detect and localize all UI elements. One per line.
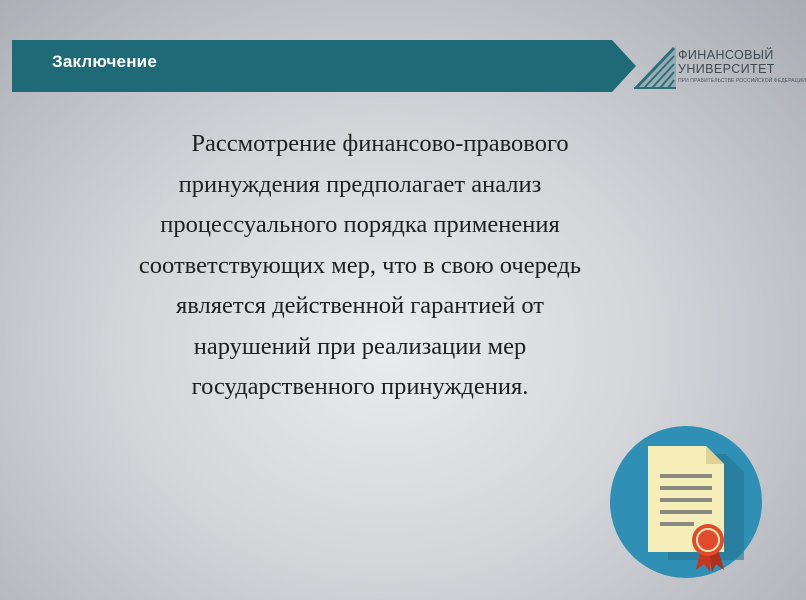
logo-text-line1: ФИНАНСОВЫЙ	[678, 48, 774, 62]
document-certificate-icon	[608, 424, 764, 585]
text-line-6: нарушений при реализации мер	[193, 332, 527, 360]
text-line-2: принуждения предполагает анализ	[178, 170, 542, 198]
text-line-7: государственного принуждения.	[191, 373, 529, 400]
logo-subtitle: ПРИ ПРАВИТЕЛЬСТВЕ РОССИЙСКОЙ ФЕДЕРАЦИИ	[678, 78, 806, 84]
conclusion-text	[40, 124, 680, 408]
text-line-1: Рассмотрение финансово-правового	[191, 130, 569, 157]
text-line-5: является действенной гарантией от	[176, 292, 544, 319]
slide-title: Заключение	[52, 52, 157, 71]
text-line-4: соответствующих мер, что в свою очередь	[138, 251, 582, 279]
university-logo	[632, 44, 806, 94]
logo-mark-icon	[632, 44, 678, 90]
text-line-3: процессуального порядка применения	[160, 211, 560, 238]
logo-text-line2: УНИВЕРСИТЕТ	[678, 62, 775, 76]
